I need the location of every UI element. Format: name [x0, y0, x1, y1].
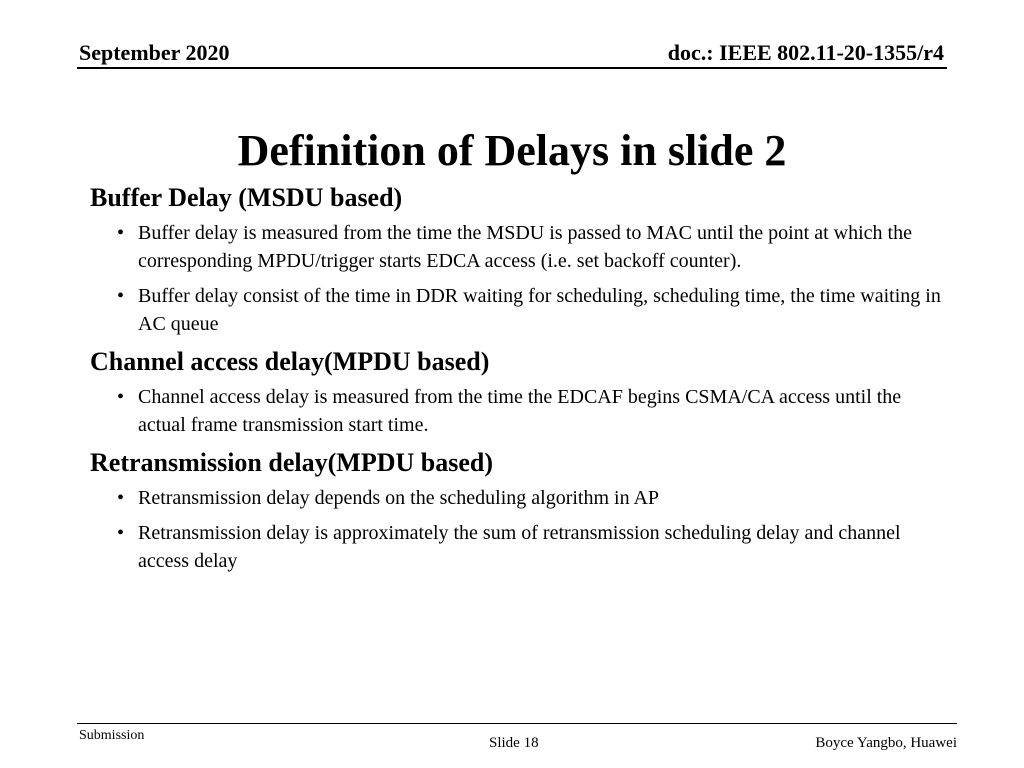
section-heading: Retransmission delay(MPDU based): [90, 448, 493, 477]
section-heading: Channel access delay(MPDU based): [90, 347, 490, 376]
header-doc-id: doc.: IEEE 802.11-20-1355/r4: [667, 40, 944, 65]
section-buffer-delay: [90, 181, 950, 338]
bullet-text: Retransmission delay depends on the scheduling algorithm in AP: [138, 487, 660, 509]
bullet-dot-icon: •: [117, 386, 125, 408]
bullet-item: [90, 219, 950, 275]
footer-divider: [77, 723, 957, 724]
bullet-item: [90, 484, 950, 512]
bullet-text: Channel access delay is measured from the time the EDCAF begins CSMA/CA access until the actual frame transmission start time.: [138, 386, 902, 436]
section-retransmission-delay: [90, 446, 950, 575]
footer-submission: Submission: [79, 728, 145, 743]
bullet-text: Retransmission delay is approximately the sum of retransmission scheduling delay and channel access delay: [138, 522, 901, 572]
bullet-item: [90, 282, 950, 338]
slide-title: Definition of Delays in slide 2: [237, 126, 787, 176]
header-divider: [77, 67, 947, 69]
bullet-list: [90, 219, 950, 338]
footer-slide-number: Slide 18: [489, 735, 539, 751]
bullet-dot-icon: •: [117, 522, 125, 544]
section-heading: Buffer Delay (MSDU based): [90, 183, 403, 212]
bullet-list: [90, 484, 950, 575]
bullet-dot-icon: •: [117, 487, 125, 509]
bullet-dot-icon: •: [117, 285, 125, 307]
section-channel-access-delay: [90, 345, 950, 439]
footer-author: Boyce Yangbo, Huawei: [815, 735, 957, 751]
bullet-item: [90, 383, 950, 439]
bullet-dot-icon: •: [117, 222, 125, 244]
header-date: September 2020: [79, 40, 230, 65]
bullet-text: Buffer delay consist of the time in DDR waiting for scheduling, scheduling time, the time waiting in AC queue: [138, 285, 941, 335]
bullet-text: Buffer delay is measured from the time the MSDU is passed to MAC until the point at which the corresponding MPDU/trigger starts EDCA access (i.e. set backoff counter).: [138, 222, 912, 272]
bullet-item: [90, 519, 950, 575]
slide-body: [90, 181, 950, 582]
bullet-list: [90, 383, 950, 439]
